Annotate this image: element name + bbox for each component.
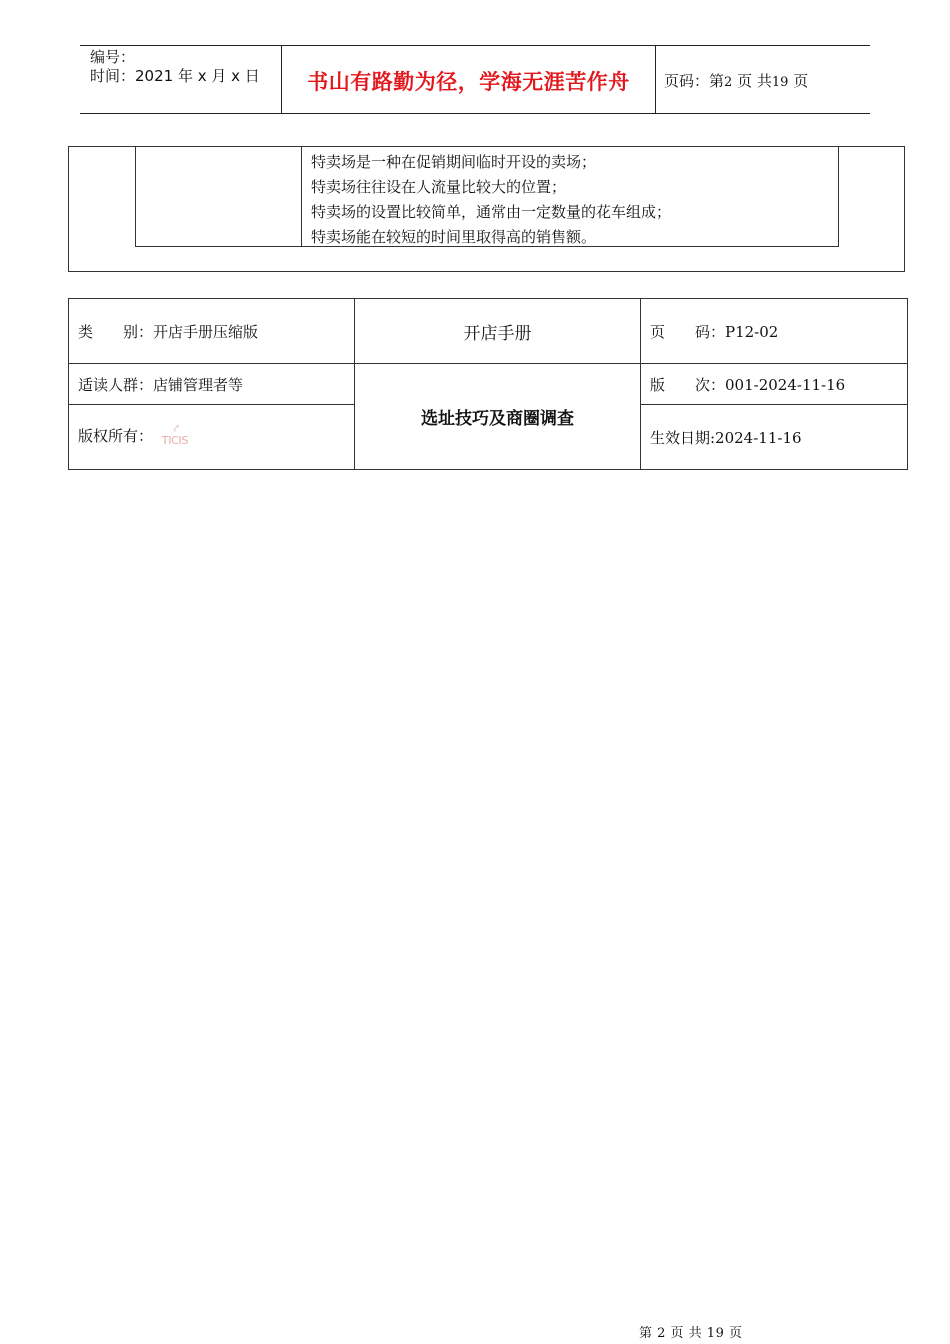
effective-date-cell: 生效日期:2024-11-16 (641, 405, 908, 470)
header-meta (90, 48, 260, 86)
document-info-table (68, 298, 908, 470)
content-line: 特卖场的设置比较简单，通常由一定数量的花车组成； (311, 203, 672, 221)
page-current: 2 (724, 75, 733, 90)
content-column-divider (301, 147, 302, 247)
content-line: 特卖场往往设在人流量比较大的位置； (311, 178, 567, 196)
manual-title: 开店手册 (355, 299, 641, 364)
category-cell: 类 别：开店手册压缩版 (69, 299, 355, 364)
page-suffix: 页 (793, 72, 809, 90)
copyright-cell (69, 405, 355, 470)
logo-mark-icon: ⤤ (171, 423, 181, 434)
page-footer: 第 2 页 共 19 页 (639, 1326, 743, 1341)
topic-title: 选址技巧及商圈调查 (355, 364, 641, 470)
header-bottom-rule (80, 113, 870, 114)
serial-label: 编号： (90, 48, 136, 66)
ticis-logo (162, 424, 196, 450)
content-line: 特卖场能在较短的时间里取得高的销售额。 (311, 228, 597, 246)
header-motto: 书山有路勤为径，学海无涯苦作舟 (307, 70, 630, 94)
page-code-cell: 页 码：P12-02 (641, 299, 908, 364)
content-text-block (311, 150, 671, 250)
page-mid: 页 共 (737, 72, 772, 90)
time-label: 时间：2021 年 x 月 x 日 (90, 67, 260, 85)
audience-cell: 适读人群：店铺管理者等 (69, 364, 355, 405)
header-page-indicator (664, 70, 808, 91)
header-top-rule (80, 45, 870, 46)
page-prefix: 页码：第 (664, 72, 725, 90)
content-line: 特卖场是一种在促销期间临时开设的卖场； (311, 153, 597, 171)
copyright-label: 版权所有： (78, 427, 154, 445)
logo-text: TICIS (161, 434, 189, 447)
version-cell: 版 次：001-2024-11-16 (641, 364, 908, 405)
header-divider-right (655, 45, 656, 113)
page-total: 19 (771, 75, 789, 90)
